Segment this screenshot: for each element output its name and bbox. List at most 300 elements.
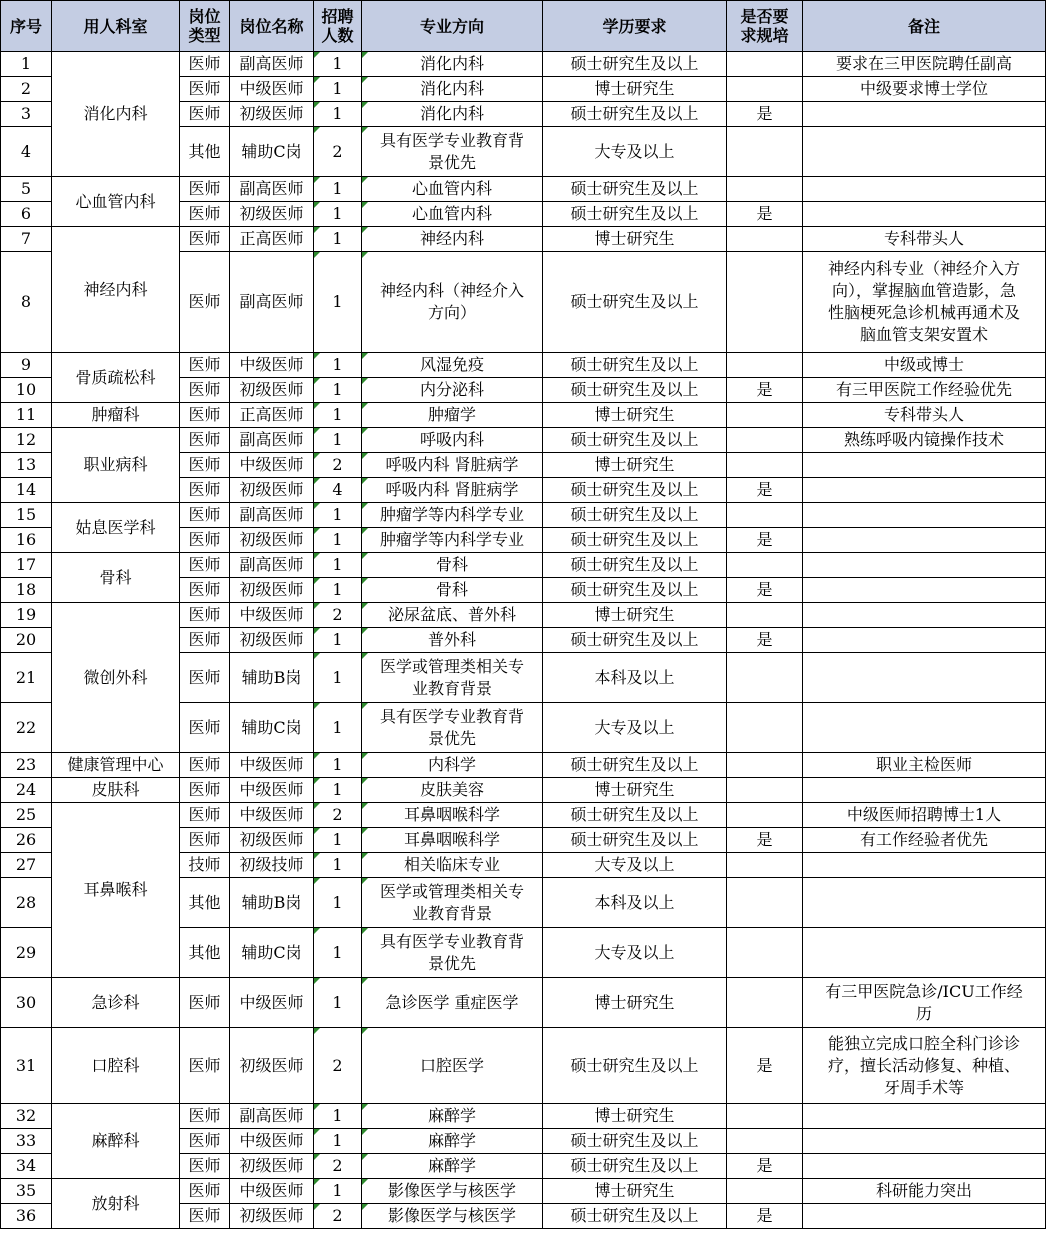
cell-post-name: 中级医师 — [230, 1179, 314, 1204]
cell-post-name: 副高医师 — [230, 553, 314, 578]
cell-department: 心血管内科 — [52, 177, 180, 227]
cell-post-name: 初级医师 — [230, 578, 314, 603]
cell-education: 硕士研究生及以上 — [543, 102, 727, 127]
cell-major: 内科学 — [362, 753, 543, 778]
cell-education: 硕士研究生及以上 — [543, 252, 727, 353]
cell-training: 是 — [727, 102, 803, 127]
cell-remarks: 有三甲医院急诊/ICU工作经 历 — [803, 978, 1046, 1028]
cell-count: 1 — [314, 978, 362, 1028]
cell-education: 博士研究生 — [543, 778, 727, 803]
cell-count: 1 — [314, 753, 362, 778]
cell-seq: 18 — [0, 578, 52, 603]
cell-seq: 4 — [0, 127, 52, 177]
cell-remarks — [803, 703, 1046, 753]
cell-count: 2 — [314, 803, 362, 828]
cell-remarks: 能独立完成口腔全科门诊诊 疗，擅长活动修复、种植、 牙周手术等 — [803, 1028, 1046, 1104]
cell-post-type: 医师 — [180, 453, 230, 478]
cell-count: 1 — [314, 703, 362, 753]
cell-seq: 10 — [0, 378, 52, 403]
cell-training — [727, 853, 803, 878]
cell-post-type: 医师 — [180, 578, 230, 603]
cell-department: 肿瘤科 — [52, 403, 180, 428]
cell-seq: 5 — [0, 177, 52, 202]
cell-seq: 33 — [0, 1129, 52, 1154]
cell-count: 1 — [314, 553, 362, 578]
cell-education: 博士研究生 — [543, 1179, 727, 1204]
cell-remarks: 熟练呼吸内镜操作技术 — [803, 428, 1046, 453]
cell-seq: 2 — [0, 77, 52, 102]
cell-seq: 11 — [0, 403, 52, 428]
cell-training: 是 — [727, 828, 803, 853]
cell-major: 风湿免疫 — [362, 353, 543, 378]
cell-post-name: 副高医师 — [230, 177, 314, 202]
cell-post-name: 中级医师 — [230, 453, 314, 478]
cell-count: 1 — [314, 878, 362, 928]
cell-training — [727, 453, 803, 478]
cell-major: 内分泌科 — [362, 378, 543, 403]
cell-department: 消化内科 — [52, 52, 180, 177]
cell-training — [727, 753, 803, 778]
cell-post-type: 医师 — [180, 528, 230, 553]
cell-seq: 6 — [0, 202, 52, 227]
cell-post-type: 医师 — [180, 252, 230, 353]
cell-post-name: 中级医师 — [230, 353, 314, 378]
cell-department: 职业病科 — [52, 428, 180, 503]
cell-count: 1 — [314, 828, 362, 853]
cell-seq: 20 — [0, 628, 52, 653]
cell-training — [727, 52, 803, 77]
cell-count: 1 — [314, 252, 362, 353]
cell-major: 肿瘤学等内科学专业 — [362, 528, 543, 553]
cell-post-type: 医师 — [180, 1179, 230, 1204]
cell-post-type: 医师 — [180, 102, 230, 127]
cell-department: 放射科 — [52, 1179, 180, 1229]
cell-post-type: 医师 — [180, 653, 230, 703]
cell-seq: 26 — [0, 828, 52, 853]
cell-post-type: 医师 — [180, 177, 230, 202]
cell-training — [727, 503, 803, 528]
cell-post-type: 医师 — [180, 703, 230, 753]
cell-training: 是 — [727, 202, 803, 227]
cell-major: 神经内科 — [362, 227, 543, 252]
cell-post-name: 正高医师 — [230, 403, 314, 428]
cell-post-name: 初级技师 — [230, 853, 314, 878]
cell-post-name: 初级医师 — [230, 628, 314, 653]
cell-seq: 30 — [0, 978, 52, 1028]
header-seq: 序号 — [0, 0, 52, 52]
cell-major: 消化内科 — [362, 77, 543, 102]
cell-education: 硕士研究生及以上 — [543, 177, 727, 202]
cell-training: 是 — [727, 528, 803, 553]
cell-post-name: 初级医师 — [230, 202, 314, 227]
cell-education: 博士研究生 — [543, 403, 727, 428]
cell-education: 硕士研究生及以上 — [543, 503, 727, 528]
cell-seq: 22 — [0, 703, 52, 753]
cell-seq: 34 — [0, 1154, 52, 1179]
cell-education: 大专及以上 — [543, 703, 727, 753]
cell-department: 微创外科 — [52, 603, 180, 753]
cell-count: 1 — [314, 227, 362, 252]
cell-count: 2 — [314, 1154, 362, 1179]
cell-count: 1 — [314, 52, 362, 77]
header-major: 专业方向 — [362, 0, 543, 52]
cell-remarks — [803, 202, 1046, 227]
cell-post-type: 医师 — [180, 553, 230, 578]
cell-major: 麻醉学 — [362, 1104, 543, 1129]
header-training: 是否要 求规培 — [727, 0, 803, 52]
cell-post-type: 医师 — [180, 353, 230, 378]
cell-post-name: 辅助C岗 — [230, 928, 314, 978]
cell-seq: 19 — [0, 603, 52, 628]
cell-training — [727, 177, 803, 202]
cell-major: 呼吸内科 肾脏病学 — [362, 453, 543, 478]
cell-education: 硕士研究生及以上 — [543, 202, 727, 227]
cell-seq: 29 — [0, 928, 52, 978]
cell-post-type: 医师 — [180, 503, 230, 528]
cell-count: 1 — [314, 578, 362, 603]
cell-post-type: 医师 — [180, 753, 230, 778]
header-post-type: 岗位 类型 — [180, 0, 230, 52]
cell-major: 消化内科 — [362, 102, 543, 127]
cell-major: 口腔医学 — [362, 1028, 543, 1104]
cell-major: 影像医学与核医学 — [362, 1179, 543, 1204]
cell-remarks: 专科带头人 — [803, 227, 1046, 252]
cell-seq: 23 — [0, 753, 52, 778]
cell-post-name: 中级医师 — [230, 778, 314, 803]
cell-major: 皮肤美容 — [362, 778, 543, 803]
cell-post-type: 医师 — [180, 52, 230, 77]
cell-count: 1 — [314, 353, 362, 378]
cell-seq: 32 — [0, 1104, 52, 1129]
cell-education: 大专及以上 — [543, 853, 727, 878]
cell-remarks: 科研能力突出 — [803, 1179, 1046, 1204]
cell-training — [727, 978, 803, 1028]
cell-remarks — [803, 853, 1046, 878]
cell-count: 1 — [314, 202, 362, 227]
cell-education: 博士研究生 — [543, 77, 727, 102]
cell-count: 1 — [314, 1129, 362, 1154]
cell-training: 是 — [727, 378, 803, 403]
cell-post-name: 初级医师 — [230, 828, 314, 853]
cell-training — [727, 553, 803, 578]
cell-count: 4 — [314, 478, 362, 503]
cell-education: 硕士研究生及以上 — [543, 628, 727, 653]
cell-education: 硕士研究生及以上 — [543, 1028, 727, 1104]
cell-count: 1 — [314, 403, 362, 428]
cell-post-name: 初级医师 — [230, 1028, 314, 1104]
cell-department: 皮肤科 — [52, 778, 180, 803]
cell-post-name: 辅助B岗 — [230, 653, 314, 703]
cell-training: 是 — [727, 628, 803, 653]
cell-major: 呼吸内科 肾脏病学 — [362, 478, 543, 503]
cell-training — [727, 1129, 803, 1154]
cell-post-name: 初级医师 — [230, 528, 314, 553]
cell-remarks — [803, 878, 1046, 928]
cell-count: 1 — [314, 102, 362, 127]
cell-count: 1 — [314, 653, 362, 703]
cell-post-name: 正高医师 — [230, 227, 314, 252]
cell-training: 是 — [727, 578, 803, 603]
cell-post-type: 技师 — [180, 853, 230, 878]
cell-seq: 27 — [0, 853, 52, 878]
cell-training — [727, 603, 803, 628]
cell-major: 神经内科（神经介入 方向） — [362, 252, 543, 353]
cell-education: 博士研究生 — [543, 453, 727, 478]
cell-training — [727, 878, 803, 928]
cell-post-name: 副高医师 — [230, 1104, 314, 1129]
cell-education: 大专及以上 — [543, 127, 727, 177]
cell-post-type: 医师 — [180, 778, 230, 803]
cell-training: 是 — [727, 1204, 803, 1229]
cell-seq: 13 — [0, 453, 52, 478]
cell-seq: 17 — [0, 553, 52, 578]
cell-remarks — [803, 1104, 1046, 1129]
cell-department: 骨科 — [52, 553, 180, 603]
cell-count: 2 — [314, 127, 362, 177]
cell-post-name: 中级医师 — [230, 1129, 314, 1154]
cell-major: 麻醉学 — [362, 1129, 543, 1154]
cell-training — [727, 227, 803, 252]
cell-education: 硕士研究生及以上 — [543, 478, 727, 503]
cell-post-name: 中级医师 — [230, 77, 314, 102]
cell-education: 博士研究生 — [543, 978, 727, 1028]
cell-major: 具有医学专业教育背 景优先 — [362, 127, 543, 177]
cell-remarks — [803, 778, 1046, 803]
cell-post-type: 医师 — [180, 478, 230, 503]
cell-post-name: 辅助C岗 — [230, 703, 314, 753]
cell-remarks: 要求在三甲医院聘任副高 — [803, 52, 1046, 77]
cell-education: 硕士研究生及以上 — [543, 803, 727, 828]
cell-remarks — [803, 528, 1046, 553]
cell-post-type: 医师 — [180, 1204, 230, 1229]
cell-training — [727, 703, 803, 753]
cell-training: 是 — [727, 1028, 803, 1104]
cell-remarks — [803, 653, 1046, 703]
cell-post-type: 医师 — [180, 1154, 230, 1179]
cell-seq: 15 — [0, 503, 52, 528]
header-education: 学历要求 — [543, 0, 727, 52]
cell-seq: 31 — [0, 1028, 52, 1104]
cell-department: 姑息医学科 — [52, 503, 180, 553]
cell-post-type: 医师 — [180, 978, 230, 1028]
cell-post-type: 医师 — [180, 428, 230, 453]
cell-post-type: 其他 — [180, 928, 230, 978]
cell-post-type: 其他 — [180, 127, 230, 177]
cell-count: 1 — [314, 853, 362, 878]
cell-education: 硕士研究生及以上 — [543, 353, 727, 378]
cell-major: 医学或管理类相关专 业教育背景 — [362, 653, 543, 703]
cell-major: 肿瘤学等内科学专业 — [362, 503, 543, 528]
cell-education: 硕士研究生及以上 — [543, 578, 727, 603]
cell-post-type: 医师 — [180, 202, 230, 227]
cell-remarks — [803, 603, 1046, 628]
cell-count: 1 — [314, 177, 362, 202]
cell-post-name: 辅助C岗 — [230, 127, 314, 177]
cell-remarks — [803, 928, 1046, 978]
cell-seq: 7 — [0, 227, 52, 252]
cell-department: 急诊科 — [52, 978, 180, 1028]
cell-major: 耳鼻咽喉科学 — [362, 828, 543, 853]
cell-remarks — [803, 478, 1046, 503]
cell-count: 1 — [314, 778, 362, 803]
cell-education: 硕士研究生及以上 — [543, 1154, 727, 1179]
cell-post-type: 医师 — [180, 1104, 230, 1129]
cell-remarks — [803, 553, 1046, 578]
cell-post-type: 医师 — [180, 77, 230, 102]
cell-department: 耳鼻喉科 — [52, 803, 180, 978]
cell-remarks: 有工作经验者优先 — [803, 828, 1046, 853]
cell-education: 硕士研究生及以上 — [543, 52, 727, 77]
cell-training — [727, 252, 803, 353]
cell-training — [727, 428, 803, 453]
cell-remarks — [803, 578, 1046, 603]
cell-major: 麻醉学 — [362, 1154, 543, 1179]
cell-post-name: 中级医师 — [230, 978, 314, 1028]
cell-training — [727, 403, 803, 428]
cell-post-type: 医师 — [180, 227, 230, 252]
cell-major: 影像医学与核医学 — [362, 1204, 543, 1229]
cell-major: 具有医学专业教育背 景优先 — [362, 928, 543, 978]
cell-major: 心血管内科 — [362, 202, 543, 227]
cell-major: 心血管内科 — [362, 177, 543, 202]
cell-seq: 1 — [0, 52, 52, 77]
cell-major: 骨科 — [362, 553, 543, 578]
cell-seq: 28 — [0, 878, 52, 928]
cell-post-name: 中级医师 — [230, 603, 314, 628]
cell-remarks: 职业主检医师 — [803, 753, 1046, 778]
cell-major: 医学或管理类相关专 业教育背景 — [362, 878, 543, 928]
cell-count: 1 — [314, 1179, 362, 1204]
cell-major: 消化内科 — [362, 52, 543, 77]
cell-remarks — [803, 102, 1046, 127]
cell-education: 硕士研究生及以上 — [543, 1129, 727, 1154]
cell-post-name: 初级医师 — [230, 478, 314, 503]
cell-post-name: 初级医师 — [230, 378, 314, 403]
cell-education: 博士研究生 — [543, 1104, 727, 1129]
cell-education: 本科及以上 — [543, 878, 727, 928]
cell-count: 1 — [314, 428, 362, 453]
cell-post-name: 中级医师 — [230, 803, 314, 828]
cell-seq: 3 — [0, 102, 52, 127]
cell-count: 1 — [314, 628, 362, 653]
cell-education: 硕士研究生及以上 — [543, 378, 727, 403]
cell-training — [727, 1179, 803, 1204]
cell-seq: 35 — [0, 1179, 52, 1204]
cell-training — [727, 353, 803, 378]
cell-count: 1 — [314, 503, 362, 528]
cell-count: 1 — [314, 77, 362, 102]
cell-post-type: 医师 — [180, 828, 230, 853]
cell-major: 急诊医学 重症医学 — [362, 978, 543, 1028]
cell-post-name: 中级医师 — [230, 753, 314, 778]
cell-count: 2 — [314, 1028, 362, 1104]
cell-remarks: 专科带头人 — [803, 403, 1046, 428]
cell-post-type: 医师 — [180, 803, 230, 828]
cell-post-name: 初级医师 — [230, 102, 314, 127]
cell-major: 具有医学专业教育背 景优先 — [362, 703, 543, 753]
cell-seq: 16 — [0, 528, 52, 553]
cell-count: 1 — [314, 928, 362, 978]
header-post-name: 岗位名称 — [230, 0, 314, 52]
cell-remarks: 中级要求博士学位 — [803, 77, 1046, 102]
cell-post-type: 医师 — [180, 1129, 230, 1154]
cell-major: 肿瘤学 — [362, 403, 543, 428]
cell-department: 口腔科 — [52, 1028, 180, 1104]
cell-post-name: 初级医师 — [230, 1154, 314, 1179]
cell-training — [727, 653, 803, 703]
cell-education: 硕士研究生及以上 — [543, 1204, 727, 1229]
cell-major: 耳鼻咽喉科学 — [362, 803, 543, 828]
cell-remarks — [803, 127, 1046, 177]
cell-training: 是 — [727, 478, 803, 503]
header-remarks: 备注 — [803, 0, 1046, 52]
cell-seq: 21 — [0, 653, 52, 703]
cell-count: 1 — [314, 528, 362, 553]
cell-seq: 9 — [0, 353, 52, 378]
cell-post-name: 辅助B岗 — [230, 878, 314, 928]
cell-count: 1 — [314, 378, 362, 403]
cell-post-type: 医师 — [180, 603, 230, 628]
cell-major: 骨科 — [362, 578, 543, 603]
cell-education: 硕士研究生及以上 — [543, 553, 727, 578]
cell-count: 2 — [314, 453, 362, 478]
cell-post-type: 医师 — [180, 628, 230, 653]
cell-seq: 8 — [0, 252, 52, 353]
cell-post-type: 其他 — [180, 878, 230, 928]
cell-major: 相关临床专业 — [362, 853, 543, 878]
cell-education: 大专及以上 — [543, 928, 727, 978]
cell-remarks — [803, 177, 1046, 202]
cell-training — [727, 928, 803, 978]
cell-seq: 12 — [0, 428, 52, 453]
cell-remarks — [803, 453, 1046, 478]
cell-post-name: 副高医师 — [230, 252, 314, 353]
cell-department: 健康管理中心 — [52, 753, 180, 778]
cell-post-name: 初级医师 — [230, 1204, 314, 1229]
cell-count: 1 — [314, 1104, 362, 1129]
cell-count: 2 — [314, 603, 362, 628]
cell-training — [727, 778, 803, 803]
cell-training — [727, 803, 803, 828]
cell-remarks — [803, 503, 1046, 528]
cell-remarks: 中级或博士 — [803, 353, 1046, 378]
cell-post-name: 副高医师 — [230, 428, 314, 453]
cell-education: 博士研究生 — [543, 603, 727, 628]
header-count: 招聘 人数 — [314, 0, 362, 52]
cell-department: 骨质疏松科 — [52, 353, 180, 403]
cell-post-type: 医师 — [180, 403, 230, 428]
cell-remarks — [803, 1129, 1046, 1154]
cell-education: 硕士研究生及以上 — [543, 828, 727, 853]
cell-education: 硕士研究生及以上 — [543, 753, 727, 778]
cell-education: 博士研究生 — [543, 227, 727, 252]
cell-remarks: 有三甲医院工作经验优先 — [803, 378, 1046, 403]
cell-education: 硕士研究生及以上 — [543, 528, 727, 553]
cell-major: 普外科 — [362, 628, 543, 653]
cell-remarks: 中级医师招聘博士1人 — [803, 803, 1046, 828]
cell-training — [727, 1104, 803, 1129]
cell-seq: 36 — [0, 1204, 52, 1229]
header-department: 用人科室 — [52, 0, 180, 52]
cell-seq: 14 — [0, 478, 52, 503]
cell-remarks — [803, 628, 1046, 653]
cell-training — [727, 77, 803, 102]
cell-post-type: 医师 — [180, 378, 230, 403]
cell-training — [727, 127, 803, 177]
cell-post-type: 医师 — [180, 1028, 230, 1104]
cell-major: 泌尿盆底、普外科 — [362, 603, 543, 628]
cell-seq: 25 — [0, 803, 52, 828]
